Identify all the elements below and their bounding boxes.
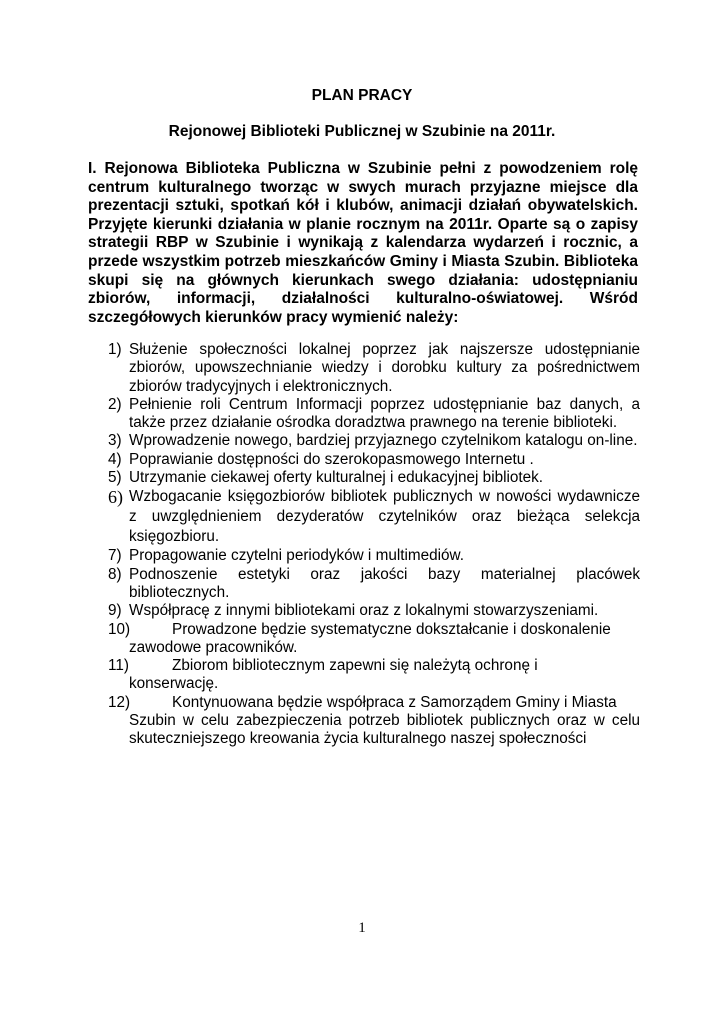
list-item-text: Współpracę z innymi bibliotekami oraz z lokalnymi stowarzyszeniami. <box>129 602 599 620</box>
list-item <box>108 432 640 450</box>
list-item <box>108 547 640 565</box>
list-item-number: 6) <box>108 487 123 508</box>
list-item-text-continuation: zawodowe pracowników. <box>129 638 298 656</box>
work-directions-list <box>108 341 640 749</box>
list-item-text: Służenie społeczności lokalnej poprzez jak najszersze udostępnianie zbiorów, upowszechnianie wiedzy i dorobku kultury za pośrednictwem zbiorów tradycyjnych i elektronicznych. <box>129 341 640 395</box>
list-item-text-continuation: Szubin w celu zabezpieczenia potrzeb bibliotek publicznych oraz w celu skuteczniejszego kreowania życia kulturalnego naszej społeczności <box>129 712 640 748</box>
list-item <box>108 341 640 396</box>
list-item-number: 5) <box>108 469 122 487</box>
list-item-text-continuation: konserwację. <box>129 675 219 693</box>
list-item <box>108 694 640 749</box>
list-item-number: 12) <box>108 693 131 711</box>
document-title: PLAN PRACY <box>311 87 413 104</box>
list-item <box>108 487 640 547</box>
list-item-number: 1) <box>108 341 122 358</box>
list-item-text: Propagowanie czytelni periodyków i multimediów. <box>129 547 464 565</box>
list-item <box>108 566 640 603</box>
list-item-text: Utrzymanie ciekawej oferty kulturalnej i edukacyjnej bibliotek. <box>129 469 544 487</box>
list-item-number: 9) <box>108 602 122 620</box>
list-item-number: 10) <box>108 620 131 638</box>
list-item-text: Podnoszenie estetyki oraz jakości bazy materialnej placówek bibliotecznych. <box>129 565 640 601</box>
list-item <box>108 602 640 620</box>
list-item-text: Poprawianie dostępności do szerokopasmowego Internetu . <box>129 450 534 468</box>
page-number: 1 <box>358 920 366 936</box>
list-item-text: Wprowadzenie nowego, bardziej przyjaznego czytelnikom katalogu on-line. <box>129 432 638 450</box>
list-item-number: 4) <box>108 450 122 468</box>
list-item-number: 8) <box>108 565 122 583</box>
list-item <box>108 657 640 694</box>
list-item-text-first-line: Kontynuowana będzie współpraca z Samorządem Gminy i Miasta <box>172 693 617 711</box>
list-item <box>108 451 640 469</box>
list-item-text-first-line: Zbiorom bibliotecznym zapewni się należytą ochronę i <box>172 657 538 675</box>
list-item-number: 3) <box>108 432 122 450</box>
list-item-text-first-line: Prowadzone będzie systematyczne dokształcanie i doskonalenie <box>172 620 611 638</box>
list-item-number: 11) <box>108 657 129 675</box>
list-item <box>108 396 640 433</box>
list-item-number: 2) <box>108 395 122 413</box>
list-item-text: Wzbogacanie księgozbiorów bibliotek publicznych w nowości wydawnicze z uwzględnieniem dezyderatów czytelników oraz bieżąca selekcja księgozbioru. <box>129 488 640 546</box>
intro-paragraph: I. Rejonowa Biblioteka Publiczna w Szubinie pełni z powodzeniem rolę centrum kulturalnego tworząc w swych murach przyjazne miejsce dla prezentacji sztuki, spotkań kół i klubów, animacji działań obywatelskich. Przyjęte kierunki działania w planie rocznym na 2011r. Oparte są o zapisy strategii RBP w Szubinie i wynikają z kalendarza wydarzeń i rocznic, a przede wszystkim potrzeb mieszkańców Gminy i Miasta Szubin. Biblioteka skupi się na głównych kierunkach swego działania: udostępnianiu zbiorów, informacji, działalności kulturalno-oświatowej. Wśród szczegółowych kierunków pracy wymienić należy: <box>88 160 638 326</box>
list-item <box>108 621 640 658</box>
document-subtitle: Rejonowej Biblioteki Publicznej w Szubinie na 2011r. <box>168 123 556 140</box>
list-item-number: 7) <box>108 547 122 565</box>
list-item <box>108 469 640 487</box>
list-item-text: Pełnienie roli Centrum Informacji poprzez udostępnianie baz danych, a także przez działanie ośrodka doradztwa prawnego na terenie biblioteki. <box>129 395 640 432</box>
